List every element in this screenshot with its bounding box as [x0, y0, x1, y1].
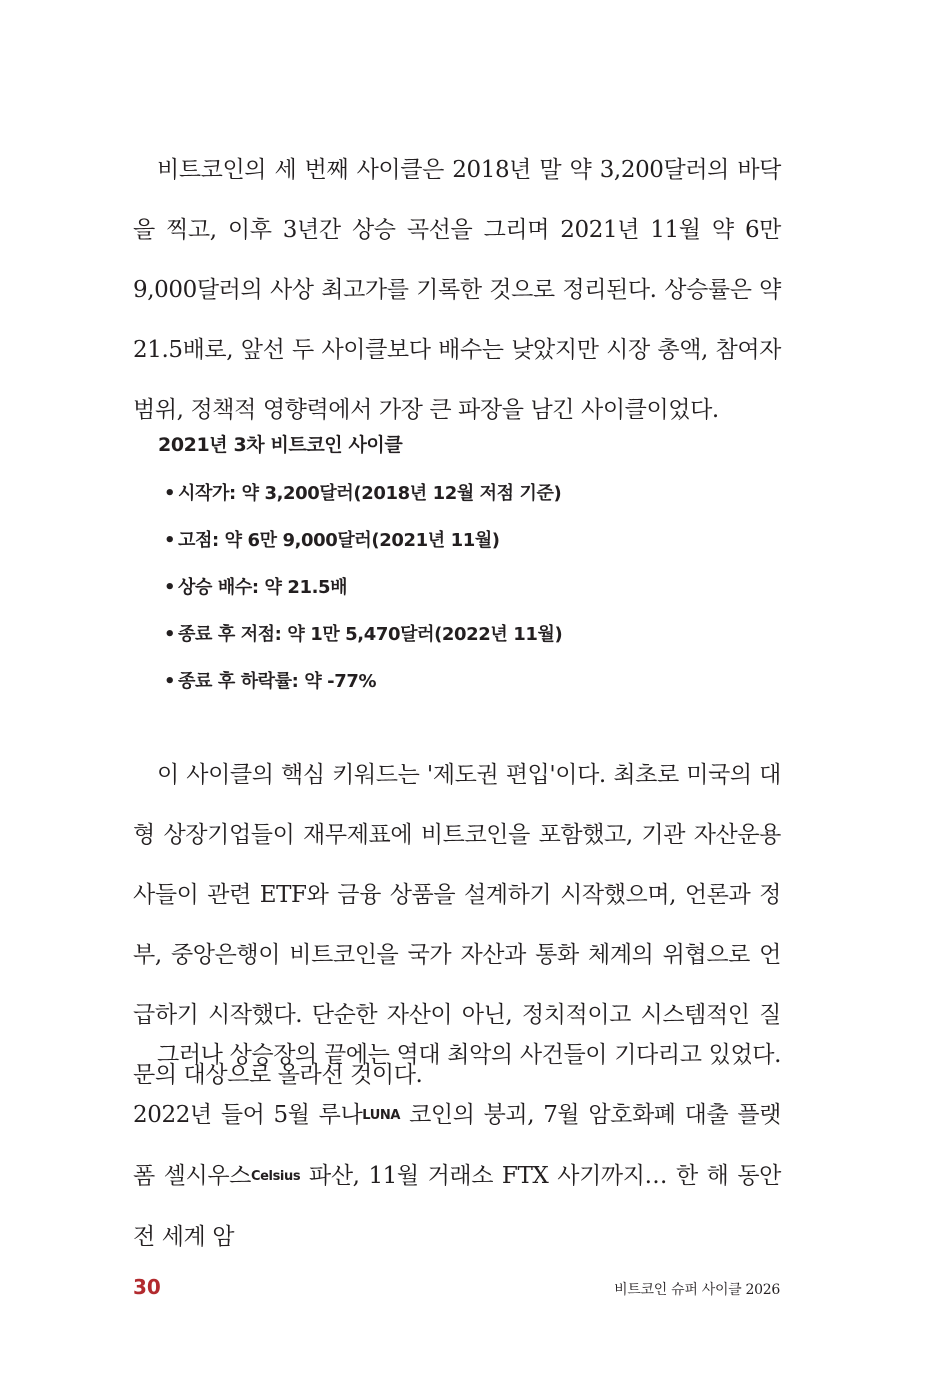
summary-item-text: 상승 배수: 약 21.5배 — [178, 577, 348, 598]
paragraph-3-part-1: 그러나 상승장의 끝에는 역대 최악의 사건들이 기다리고 있었다. 2022년 들어 5월 루나 — [133, 1042, 781, 1128]
summary-item-text: 종료 후 하락률: 약 -77% — [178, 671, 377, 692]
page-number: 30 — [133, 1275, 161, 1299]
body-paragraph-1: 비트코인의 세 번째 사이클은 2018년 말 약 3,200달러의 바닥을 찍고, 이후 3년간 상승 곡선을 그리며 2021년 11월 약 6만 9,000달러의 사상 최고가를 기록한 것으로 정리된다. 상승률은 약 21.5배로, 앞선 두 사이클보다 배수는 낮았지만 시장 총액, 참여자 범위, 정책적 영향력에서 가장 큰 파장을 남긴 사이클이었다. — [133, 157, 781, 423]
bullet-icon: • — [164, 530, 176, 551]
running-footer-title: 비트코인 슈퍼 사이클 2026 — [614, 1282, 780, 1298]
celsius-annotation: Celsius — [250, 1169, 301, 1184]
summary-item-text: 고점: 약 6만 9,000달러(2021년 11월) — [178, 530, 500, 551]
summary-list — [158, 470, 758, 705]
summary-item-drawdown — [158, 658, 758, 705]
summary-item-text: 종료 후 저점: 약 1만 5,470달러(2022년 11월) — [178, 624, 563, 645]
summary-title: 2021년 3차 비트코인 사이클 — [158, 434, 403, 456]
paragraph-3-part-3: 파산, 11월 거래소 FTX 사기까지… 한 해 동안 전 세계 암 — [133, 1163, 781, 1250]
paragraph-3-part-2: 코인의 붕괴, 7월 암호화폐 대출 플랫폼 셀시우스 — [133, 1102, 781, 1189]
body-paragraph-3 — [133, 1025, 781, 1267]
summary-item-peak — [158, 517, 758, 564]
bullet-icon: • — [164, 483, 176, 504]
summary-item-start-price — [158, 470, 758, 517]
summary-item-post-low — [158, 611, 758, 658]
summary-item-text: 시작가: 약 3,200달러(2018년 12월 저점 기준) — [178, 483, 562, 504]
luna-annotation: LUNA — [362, 1108, 400, 1123]
body-paragraph-2: 이 사이클의 핵심 키워드는 '제도권 편입'이다. 최초로 미국의 대형 상장기업들이 재무제표에 비트코인을 포함했고, 기관 자산운용사들이 관련 ETF와 금융 상품을 설계하기 시작했으며, 언론과 정부, 중앙은행이 비트코인을 국가 자산과 통화 체계의 위협으로 언급하기 시작했다. 단순한 자산이 아닌, 정치적이고 시스템적인 질문의 대상으로 올라선 것이다. — [133, 762, 781, 1088]
bullet-icon: • — [164, 624, 176, 645]
cycle-summary-box — [158, 420, 758, 705]
bullet-icon: • — [164, 671, 176, 692]
bullet-icon: • — [164, 577, 176, 598]
summary-item-multiple — [158, 564, 758, 611]
